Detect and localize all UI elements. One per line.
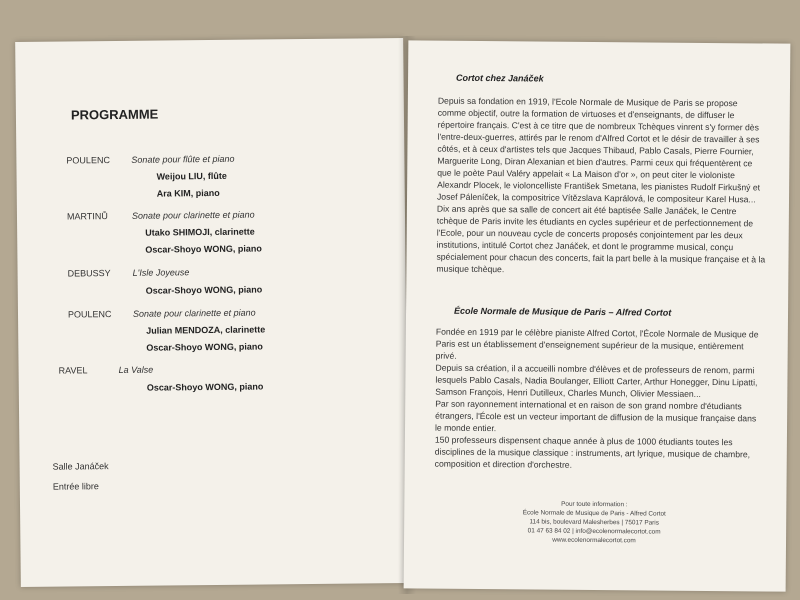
composer-2: MARTINŮ (66, 211, 108, 222)
paragraph: Fondée en 1919 par le célèbre pianiste Alfred Cortot, l'École Normale de Musique de Paris est un établissement d'enseignement supérieur de la musique, entièrement privé. (435, 326, 759, 361)
composer-5: RAVEL (58, 365, 88, 376)
performer: Oscar-Shoyo WONG, piano (145, 243, 262, 255)
article-text-1 (436, 95, 768, 278)
right-page (404, 40, 791, 591)
work-1: Sonate pour flûte et piano (131, 153, 235, 165)
performer: Oscar-Shoyo WONG, piano (146, 341, 263, 353)
paragraph: Depuis sa fondation en 1919, l'Ecole Normale de Musique de Paris se propose comme objectif, outre la formation de virtuoses et d'enseignants, de diffuser le répertoire français. C'est à ce titre que de nombreux Tchèques vinrent s'y former dès l'entre-deux-guerres, attirés par le renom d'Alfred Cortot et le désir de travailler à ses côtés, et à ceux d'artistes tels que Jacques Thibaud, Pablo Casals, Pierre Fournier, Marguerite Long, Diran Alexanian et bien d'autres. Parmi ceux qui fréquentèrent ce que le poète Paul Valéry appelait « La Maison d'or », on peut citer le violoniste Alexandr Plocek, le violoncelliste František Smetana, les pianistes Rudolf Firkušný et Josef Páleníček, la compositrice Vítězslava Kaprálová, le compositeur Karel Husa... (436, 95, 761, 205)
performer: Utako SHIMOJI, clarinette (145, 226, 255, 238)
work-4: Sonate pour clarinette et piano (132, 307, 256, 319)
composer-3: DEBUSSY (67, 268, 111, 279)
contact-line: École Normale de Musique de Paris - Alfred Cortot (522, 509, 666, 518)
composer-1: POULENC (66, 155, 110, 166)
venue: Salle Janáček (52, 461, 109, 472)
work-5: La Valse (118, 364, 154, 375)
work-2: Sonate pour clarinette et piano (131, 209, 255, 221)
performer: Julian MENDOZA, clarinette (146, 324, 266, 336)
paragraph: Par son rayonnement international et en raison de son grand nombre d'étudiants étrangers, l'École est un vecteur important de diffusion de la musique française dans le monde entier. (434, 398, 757, 434)
work-3: L'Isle Joyeuse (132, 267, 190, 278)
programme-title: PROGRAMME (70, 106, 159, 123)
entry-info: Entrée libre (52, 481, 99, 492)
composer-4: POULENC (67, 309, 112, 320)
paragraph: Dix ans après que sa salle de concert ait été baptisée Salle Janáček, le Centre tchèque de Paris invite les étudiants en cycles supérieur et de perfectionnement de l'Ecole, pour un nouveau cycle de concerts proposés conjointement par les deux institutions, intitulé Cortot chez Janáček, et dont le programme musical, conçu spécialement pour chacun des concerts, fait la part belle à la musique française et à la musique tchèque. (436, 203, 766, 275)
performer: Ara KIM, piano (156, 187, 220, 199)
performer: Oscar-Shoyo WONG, piano (145, 284, 263, 296)
paragraph: 150 professeurs dispensent chaque année à plus de 1000 étudiants toutes les disciplines de la musique classique : instruments, art lyrique, musique de chambre, composition et direction d'orchestre. (434, 434, 751, 470)
article-heading-2: École Normale de Musique de Paris – Alfred Cortot (453, 305, 672, 318)
left-page (15, 38, 409, 587)
article-heading-1: Cortot chez Janáček (456, 72, 544, 84)
contact-line: 114 bis, boulevard Malesherbes | 75017 Paris (529, 518, 659, 527)
contact-line: Pour toute information : (561, 500, 628, 509)
performer: Weijou LIU, flûte (156, 170, 227, 182)
paragraph: Depuis sa création, il a accueilli nombre d'élèves et de professeurs de renom, parmi lesquels Pablo Casals, Nadia Boulanger, Elliott Carter, Arthur Honegger, Dinu Lipatti, Samson François, Henri Dutilleux, Charles Munch, Olivier Messiaen... (435, 362, 758, 399)
performer: Oscar-Shoyo WONG, piano (146, 381, 264, 393)
article-text-2 (435, 326, 766, 473)
contact-line: 01 47 63 84 02 | info@ecolenormalecortot.com (527, 527, 661, 536)
contact-block (464, 499, 724, 546)
contact-line: www.ecolenormalecortot.com (552, 536, 636, 545)
